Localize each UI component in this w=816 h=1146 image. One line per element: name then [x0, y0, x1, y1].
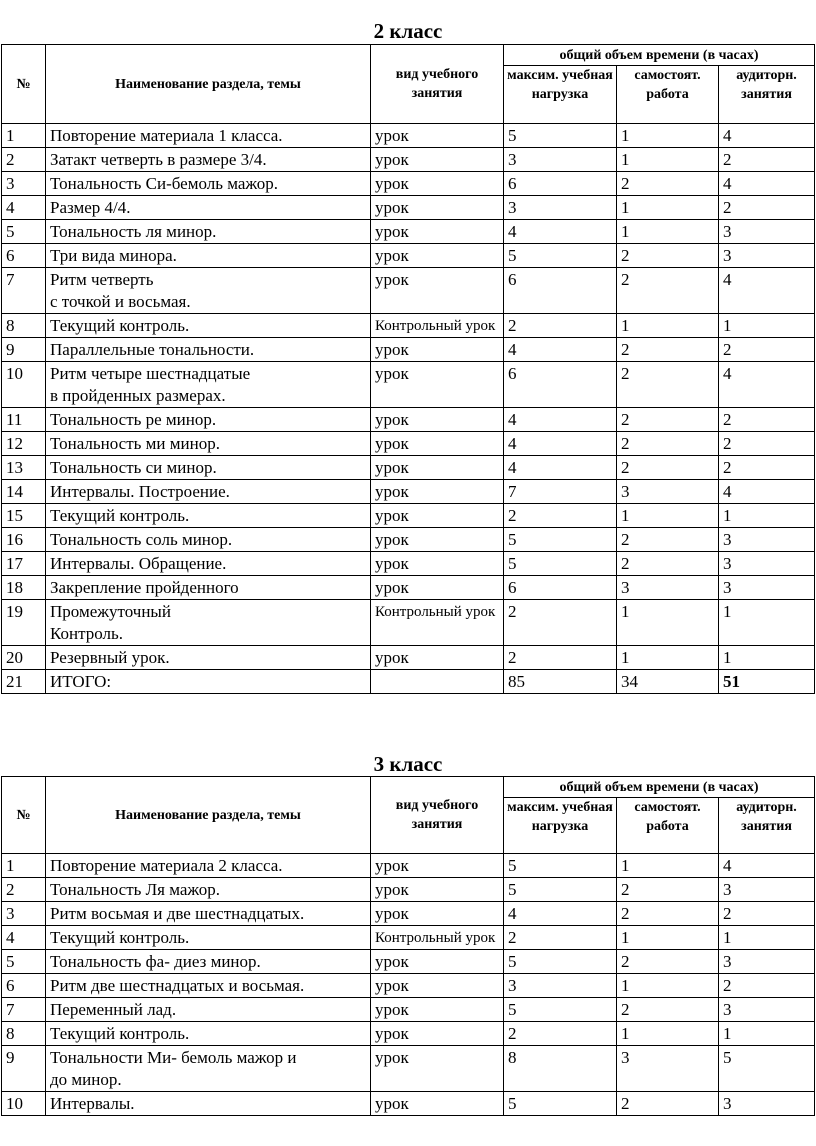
- header-max-load: максим. учебная нагрузка: [504, 66, 617, 124]
- row-number: 2: [2, 148, 46, 172]
- row-section-name: Ритм четыре шестнадцатые в пройденных размерах.: [46, 362, 371, 408]
- row-number: 13: [2, 456, 46, 480]
- row-lesson-kind: урок: [371, 528, 504, 552]
- row-classroom: 4: [719, 480, 815, 504]
- row-section-name: Интервалы.: [46, 1092, 371, 1116]
- header-number: №: [2, 45, 46, 124]
- row-number: 5: [2, 950, 46, 974]
- row-self-work: 1: [617, 196, 719, 220]
- row-classroom: 2: [719, 148, 815, 172]
- row-classroom: 4: [719, 172, 815, 196]
- row-lesson-kind: урок: [371, 338, 504, 362]
- table-row: [2, 528, 815, 552]
- header-self-work: самостоят. работа: [617, 66, 719, 124]
- row-classroom: 51: [719, 670, 815, 694]
- row-self-work: 3: [617, 1046, 719, 1092]
- table-row: [2, 244, 815, 268]
- row-self-work: 2: [617, 902, 719, 926]
- row-number: 7: [2, 998, 46, 1022]
- table-row: [2, 338, 815, 362]
- row-classroom: 2: [719, 974, 815, 998]
- row-lesson-kind: урок: [371, 902, 504, 926]
- row-lesson-kind: урок: [371, 244, 504, 268]
- row-self-work: 1: [617, 124, 719, 148]
- row-number: 3: [2, 902, 46, 926]
- row-number: 15: [2, 504, 46, 528]
- table-row: [2, 902, 815, 926]
- row-classroom: 1: [719, 504, 815, 528]
- row-section-name: Тональность Ля мажор.: [46, 878, 371, 902]
- row-section-name: Ритм восьмая и две шестнадцатых.: [46, 902, 371, 926]
- row-section-name: Текущий контроль.: [46, 504, 371, 528]
- table-row: [2, 576, 815, 600]
- row-section-name: Ритм четверть с точкой и восьмая.: [46, 268, 371, 314]
- table-row: [2, 362, 815, 408]
- table-row: [2, 124, 815, 148]
- row-self-work: 3: [617, 480, 719, 504]
- row-section-name: Закрепление пройденного: [46, 576, 371, 600]
- row-self-work: 2: [617, 528, 719, 552]
- row-self-work: 2: [617, 362, 719, 408]
- table-row: [2, 148, 815, 172]
- row-classroom: 3: [719, 1092, 815, 1116]
- row-classroom: 3: [719, 244, 815, 268]
- row-max-load: 5: [504, 1092, 617, 1116]
- row-max-load: 2: [504, 600, 617, 646]
- class-2-table: [1, 44, 815, 694]
- row-lesson-kind: урок: [371, 854, 504, 878]
- row-number: 5: [2, 220, 46, 244]
- row-self-work: 1: [617, 646, 719, 670]
- row-section-name: Повторение материала 2 класса.: [46, 854, 371, 878]
- row-self-work: 1: [617, 600, 719, 646]
- row-classroom: 2: [719, 196, 815, 220]
- table-row: [2, 974, 815, 998]
- row-classroom: 3: [719, 528, 815, 552]
- row-lesson-kind: урок: [371, 646, 504, 670]
- row-max-load: 85: [504, 670, 617, 694]
- class-2-title: 2 класс: [373, 19, 443, 43]
- row-number: 8: [2, 1022, 46, 1046]
- row-section-name: Текущий контроль.: [46, 314, 371, 338]
- row-lesson-kind: урок: [371, 456, 504, 480]
- row-lesson-kind: урок: [371, 172, 504, 196]
- row-max-load: 5: [504, 998, 617, 1022]
- row-section-name: Тональность ми минор.: [46, 432, 371, 456]
- row-self-work: 2: [617, 268, 719, 314]
- row-self-work: 34: [617, 670, 719, 694]
- table-row: [2, 456, 815, 480]
- row-max-load: 4: [504, 220, 617, 244]
- row-max-load: 6: [504, 362, 617, 408]
- row-lesson-kind: урок: [371, 432, 504, 456]
- row-self-work: 2: [617, 552, 719, 576]
- row-classroom: 1: [719, 600, 815, 646]
- row-max-load: 5: [504, 950, 617, 974]
- row-section-name: ИТОГО:: [46, 670, 371, 694]
- row-classroom: 3: [719, 220, 815, 244]
- header-lesson-kind: вид учебного занятия: [371, 45, 504, 124]
- row-number: 19: [2, 600, 46, 646]
- row-lesson-kind: урок: [371, 1092, 504, 1116]
- row-lesson-kind: урок: [371, 220, 504, 244]
- class-2-rows: [2, 124, 815, 694]
- row-number: 21: [2, 670, 46, 694]
- row-number: 3: [2, 172, 46, 196]
- row-number: 6: [2, 974, 46, 998]
- row-self-work: 3: [617, 576, 719, 600]
- row-classroom: 3: [719, 998, 815, 1022]
- class-3-rows: [2, 854, 815, 1116]
- row-number: 16: [2, 528, 46, 552]
- row-number: 1: [2, 854, 46, 878]
- row-lesson-kind: урок: [371, 576, 504, 600]
- row-self-work: 2: [617, 456, 719, 480]
- row-max-load: 5: [504, 124, 617, 148]
- table-row: [2, 432, 815, 456]
- row-max-load: 5: [504, 878, 617, 902]
- table-row: [2, 1046, 815, 1092]
- row-section-name: Тональности Ми- бемоль мажор и до минор.: [46, 1046, 371, 1092]
- row-lesson-kind: урок: [371, 408, 504, 432]
- row-self-work: 2: [617, 432, 719, 456]
- row-max-load: 6: [504, 576, 617, 600]
- row-number: 20: [2, 646, 46, 670]
- row-self-work: 1: [617, 926, 719, 950]
- row-section-name: Переменный лад.: [46, 998, 371, 1022]
- row-max-load: 4: [504, 902, 617, 926]
- row-lesson-kind: Контрольный урок: [371, 600, 504, 646]
- row-max-load: 6: [504, 268, 617, 314]
- row-self-work: 2: [617, 1092, 719, 1116]
- row-max-load: 5: [504, 854, 617, 878]
- row-self-work: 2: [617, 338, 719, 362]
- table-row: [2, 600, 815, 646]
- row-self-work: 1: [617, 1022, 719, 1046]
- row-max-load: 2: [504, 646, 617, 670]
- row-number: 18: [2, 576, 46, 600]
- row-number: 4: [2, 196, 46, 220]
- row-classroom: 3: [719, 552, 815, 576]
- row-max-load: 6: [504, 172, 617, 196]
- table-row: [2, 172, 815, 196]
- row-max-load: 4: [504, 456, 617, 480]
- row-classroom: 2: [719, 902, 815, 926]
- row-self-work: 2: [617, 244, 719, 268]
- row-lesson-kind: урок: [371, 552, 504, 576]
- row-classroom: 1: [719, 926, 815, 950]
- row-number: 7: [2, 268, 46, 314]
- row-lesson-kind: урок: [371, 878, 504, 902]
- row-max-load: 4: [504, 338, 617, 362]
- row-self-work: 2: [617, 998, 719, 1022]
- row-section-name: Тональность си минор.: [46, 456, 371, 480]
- row-classroom: 3: [719, 950, 815, 974]
- row-number: 10: [2, 362, 46, 408]
- row-section-name: Текущий контроль.: [46, 926, 371, 950]
- row-section-name: Тональность ре минор.: [46, 408, 371, 432]
- table-row: [2, 552, 815, 576]
- row-number: 4: [2, 926, 46, 950]
- row-number: 2: [2, 878, 46, 902]
- row-max-load: 2: [504, 1022, 617, 1046]
- row-number: 12: [2, 432, 46, 456]
- table-row: [2, 220, 815, 244]
- table-row: [2, 196, 815, 220]
- table-row: [2, 670, 815, 694]
- row-lesson-kind: урок: [371, 998, 504, 1022]
- row-lesson-kind: Контрольный урок: [371, 314, 504, 338]
- row-lesson-kind: урок: [371, 950, 504, 974]
- row-lesson-kind: урок: [371, 124, 504, 148]
- row-max-load: 5: [504, 528, 617, 552]
- row-number: 9: [2, 338, 46, 362]
- row-classroom: 2: [719, 432, 815, 456]
- header-section-name: Наименование раздела, темы: [46, 45, 371, 124]
- row-section-name: Тональность Си-бемоль мажор.: [46, 172, 371, 196]
- table-row: [2, 1022, 815, 1046]
- row-self-work: 2: [617, 172, 719, 196]
- row-classroom: 4: [719, 362, 815, 408]
- row-lesson-kind: урок: [371, 1022, 504, 1046]
- row-self-work: 1: [617, 974, 719, 998]
- row-lesson-kind: урок: [371, 480, 504, 504]
- row-classroom: 2: [719, 338, 815, 362]
- row-classroom: 3: [719, 576, 815, 600]
- row-max-load: 3: [504, 148, 617, 172]
- row-section-name: Параллельные тональности.: [46, 338, 371, 362]
- row-self-work: 2: [617, 878, 719, 902]
- row-section-name: Тональность ля минор.: [46, 220, 371, 244]
- row-number: 14: [2, 480, 46, 504]
- row-section-name: Тональность фа- диез минор.: [46, 950, 371, 974]
- row-lesson-kind: урок: [371, 504, 504, 528]
- row-max-load: 3: [504, 974, 617, 998]
- row-classroom: 2: [719, 408, 815, 432]
- table-row: [2, 878, 815, 902]
- row-lesson-kind: урок: [371, 268, 504, 314]
- row-lesson-kind: урок: [371, 362, 504, 408]
- row-classroom: 4: [719, 124, 815, 148]
- row-self-work: 1: [617, 314, 719, 338]
- table-row: [2, 926, 815, 950]
- header-self-work: самостоят. работа: [617, 798, 719, 854]
- row-section-name: Размер 4/4.: [46, 196, 371, 220]
- row-max-load: 4: [504, 432, 617, 456]
- row-self-work: 1: [617, 148, 719, 172]
- row-section-name: Интервалы. Построение.: [46, 480, 371, 504]
- table-row: [2, 646, 815, 670]
- row-lesson-kind: Контрольный урок: [371, 926, 504, 950]
- row-number: 8: [2, 314, 46, 338]
- row-lesson-kind: урок: [371, 1046, 504, 1092]
- table-row: [2, 314, 815, 338]
- row-section-name: Интервалы. Обращение.: [46, 552, 371, 576]
- header-classroom: аудиторн. занятия: [719, 798, 815, 854]
- row-section-name: Затакт четверть в размере 3/4.: [46, 148, 371, 172]
- row-section-name: Резервный урок.: [46, 646, 371, 670]
- header-total-time: общий объем времени (в часах): [504, 45, 815, 66]
- row-max-load: 2: [504, 314, 617, 338]
- row-classroom: 5: [719, 1046, 815, 1092]
- row-lesson-kind: урок: [371, 974, 504, 998]
- row-max-load: 5: [504, 244, 617, 268]
- row-classroom: 3: [719, 878, 815, 902]
- row-self-work: 1: [617, 220, 719, 244]
- table-row: [2, 950, 815, 974]
- row-lesson-kind: урок: [371, 196, 504, 220]
- row-number: 6: [2, 244, 46, 268]
- row-self-work: 2: [617, 408, 719, 432]
- row-max-load: 3: [504, 196, 617, 220]
- row-classroom: 4: [719, 854, 815, 878]
- table-row: [2, 408, 815, 432]
- row-number: 9: [2, 1046, 46, 1092]
- row-number: 10: [2, 1092, 46, 1116]
- header-max-load: максим. учебная нагрузка: [504, 798, 617, 854]
- row-section-name: Тональность соль минор.: [46, 528, 371, 552]
- row-classroom: 4: [719, 268, 815, 314]
- table-row: [2, 998, 815, 1022]
- row-max-load: 2: [504, 504, 617, 528]
- header-section-name: Наименование раздела, темы: [46, 777, 371, 854]
- table-row: [2, 854, 815, 878]
- row-classroom: 1: [719, 646, 815, 670]
- row-max-load: 4: [504, 408, 617, 432]
- row-self-work: 1: [617, 854, 719, 878]
- row-max-load: 2: [504, 926, 617, 950]
- row-section-name: Промежуточный Контроль.: [46, 600, 371, 646]
- row-number: 17: [2, 552, 46, 576]
- row-classroom: 1: [719, 1022, 815, 1046]
- row-max-load: 7: [504, 480, 617, 504]
- row-lesson-kind: урок: [371, 148, 504, 172]
- header-classroom: аудиторн. занятия: [719, 66, 815, 124]
- row-section-name: Ритм две шестнадцатых и восьмая.: [46, 974, 371, 998]
- row-classroom: 2: [719, 456, 815, 480]
- row-section-name: Текущий контроль.: [46, 1022, 371, 1046]
- header-lesson-kind: вид учебного занятия: [371, 777, 504, 854]
- table-row: [2, 268, 815, 314]
- table-row: [2, 1092, 815, 1116]
- table-row: [2, 504, 815, 528]
- header-total-time: общий объем времени (в часах): [504, 777, 815, 798]
- class-3-title: 3 класс: [373, 752, 443, 776]
- row-section-name: Повторение материала 1 класса.: [46, 124, 371, 148]
- row-max-load: 5: [504, 552, 617, 576]
- row-classroom: 1: [719, 314, 815, 338]
- table-row: [2, 480, 815, 504]
- class-3-table: [1, 776, 815, 1116]
- row-section-name: Три вида минора.: [46, 244, 371, 268]
- row-lesson-kind: [371, 670, 504, 694]
- row-number: 11: [2, 408, 46, 432]
- row-number: 1: [2, 124, 46, 148]
- row-self-work: 1: [617, 504, 719, 528]
- header-number: №: [2, 777, 46, 854]
- row-self-work: 2: [617, 950, 719, 974]
- row-max-load: 8: [504, 1046, 617, 1092]
